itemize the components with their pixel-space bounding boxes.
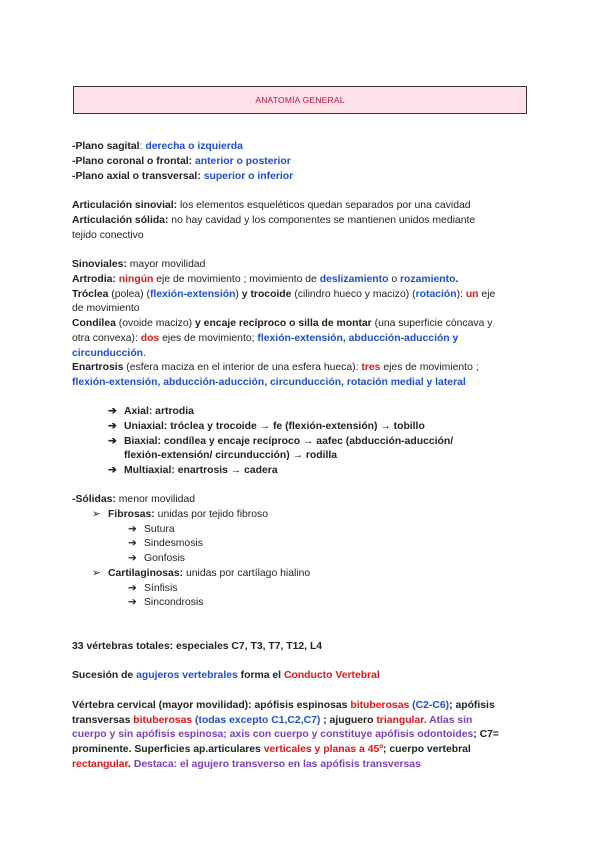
fibrosa-item: ➔ Sindesmosis <box>128 538 203 549</box>
articulacion-solida: Articulación sólida: no hay cavidad y los componentes se mantienen unidos mediante <box>72 215 476 226</box>
enartrosis-line-2: flexión-extensión, abducción-aducción, circunducción, rotación medial y lateral <box>72 377 466 388</box>
fibrosas-line: ➢ Fibrosas: unidas por tejido fibroso <box>92 509 268 520</box>
condilea-line: Condílea (ovoide macizo) y encaje recíproco o silla de montar (una superficie cóncava y <box>72 318 493 329</box>
cartilaginosa-item: ➔ Sínfisis <box>128 583 178 594</box>
page-title: ANATOMÍA GENERAL <box>255 95 345 105</box>
cartilaginosa-item: ➔ Sincondrosis <box>128 597 204 608</box>
eje-axial: ➔ Axial: artrodia <box>108 406 194 417</box>
articulacion-solida-cont: tejido conectivo <box>72 230 144 241</box>
troclea-line-cont: de movimiento <box>72 303 140 314</box>
sucesion-line: Sucesión de agujeros vertebrales forma el Conducto Vertebral <box>72 670 380 681</box>
plano-axial: -Plano axial o transversal: superior o inferior <box>72 171 294 182</box>
enartrosis-line: Enartrosis (esfera maciza en el interior de una esfera hueca): tres ejes de movimiento ; <box>72 362 479 373</box>
eje-multiaxial: ➔ Multiaxial: enartrosis → cadera <box>108 465 278 476</box>
plano-coronal: -Plano coronal o frontal: anterior o posterior <box>72 156 291 167</box>
plano-sagital: -Plano sagital: derecha o izquierda <box>72 141 243 152</box>
eje-biaxial: ➔ Biaxial: condílea y encaje recíproco → aafec (abducción-aducción/ <box>108 436 454 447</box>
cervical-line-3: cuerpo y sin apófisis espinosa; axis con cuerpo y constituye apófisis odontoides; C7= <box>72 729 499 740</box>
artrodia-line: Artrodia: ningún eje de movimiento ; movimiento de deslizamiento o rozamiento. <box>72 274 459 285</box>
cervical-line-4: prominente. Superficies ap.articulares verticales y planas a 45º; cuerpo vertebral <box>72 744 471 755</box>
troclea-line: Tróclea (polea) (flexión-extensión) y trocoide (cilindro hueco y macizo) (rotación): un eje <box>72 289 496 300</box>
fibrosa-item: ➔ Gonfosis <box>128 553 186 564</box>
eje-uniaxial: ➔ Uniaxial: tróclea y trocoide → fe (flexión-extensión) → tobillo <box>108 421 425 432</box>
solidas-heading: -Sólidas: menor movilidad <box>72 494 196 505</box>
sinoviales-heading: Sinoviales: mayor movilidad <box>72 259 206 270</box>
cartilaginosas-line: ➢ Cartilaginosas: unidas por cartílago hialino <box>92 568 311 579</box>
articulacion-sinovial: Articulación sinovial: los elementos esqueléticos quedan separados por una cavidad <box>72 200 471 211</box>
cervical-line-1: Vértebra cervical (mayor movilidad): apófisis espinosas bituberosas (C2-C6); apófisis <box>72 700 495 711</box>
title-box <box>73 86 527 114</box>
fibrosa-item: ➔ Sutura <box>128 524 175 535</box>
condilea-line-3: circunducción. <box>72 348 146 359</box>
vertebras-totales: 33 vértebras totales: especiales C7, T3, T7, T12, L4 <box>72 641 323 652</box>
condilea-line-2: otra convexa): dos ejes de movimiento; flexión-extensión, abducción-aducción y <box>72 333 459 344</box>
cervical-line-2: transversas bituberosas (todas excepto C1,C2,C7) ; ajuguero triangular. Atlas sin <box>72 715 473 726</box>
eje-biaxial-cont: flexión-extensión/ circunducción) → rodilla <box>124 450 338 461</box>
cervical-line-5: rectangular. Destaca: el agujero transverso en las apófisis transversas <box>72 759 421 770</box>
